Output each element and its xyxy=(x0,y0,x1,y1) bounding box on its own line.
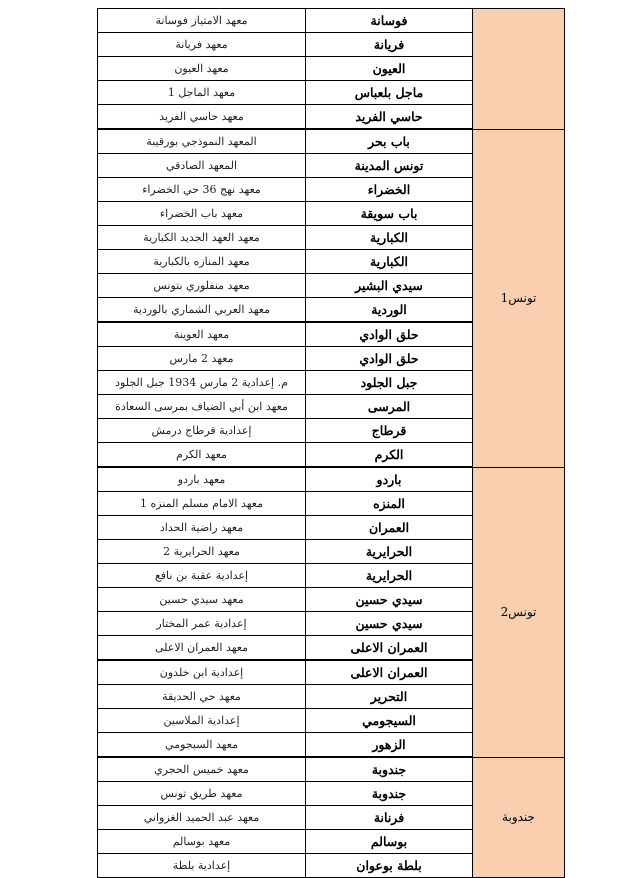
school-cell: معهد فريانة xyxy=(98,33,306,57)
school-cell: معهد نهج 36 حي الخضراء xyxy=(98,178,306,202)
city-cell: العيون xyxy=(306,57,473,81)
city-cell: الحرايرية xyxy=(306,540,473,564)
city-cell: حلق الوادي xyxy=(306,347,473,371)
region-cell xyxy=(473,9,565,130)
school-cell: معهد باردو xyxy=(98,467,306,492)
schools-table xyxy=(97,8,565,878)
school-cell: معهد الكرم xyxy=(98,443,306,468)
school-cell: معهد العوينة xyxy=(98,322,306,347)
city-cell: بوسالم xyxy=(306,830,473,854)
city-cell: السيجومي xyxy=(306,709,473,733)
city-cell: جندوبة xyxy=(306,757,473,782)
school-cell: معهد طريق تونس xyxy=(98,782,306,806)
city-cell: فوسانة xyxy=(306,9,473,33)
school-cell: إعدادية عقبة بن نافع xyxy=(98,564,306,588)
school-cell: معهد الامتياز فوسانة xyxy=(98,9,306,33)
city-cell: الخضراء xyxy=(306,178,473,202)
city-cell: العمران الاعلى xyxy=(306,660,473,685)
school-cell: معهد السيجومي xyxy=(98,733,306,758)
school-cell: معهد خميس الحجري xyxy=(98,757,306,782)
school-cell: المعهد النموذجي بورقيبة xyxy=(98,129,306,154)
city-cell: المرسى xyxy=(306,395,473,419)
school-cell: معهد باب الخضراء xyxy=(98,202,306,226)
school-cell: إعدادية قرطاج درمش xyxy=(98,419,306,443)
school-cell: معهد الامام مسلم المنزه 1 xyxy=(98,492,306,516)
city-cell: سيدي حسين xyxy=(306,612,473,636)
schools-table-body xyxy=(98,9,565,878)
city-cell: جندوبة xyxy=(306,782,473,806)
city-cell: سيدي حسين xyxy=(306,588,473,612)
city-cell: التحرير xyxy=(306,685,473,709)
school-cell: إعدادية عمر المختار xyxy=(98,612,306,636)
city-cell: ماجل بلعباس xyxy=(306,81,473,105)
school-cell: معهد راضية الحداد xyxy=(98,516,306,540)
city-cell: باب سويقة xyxy=(306,202,473,226)
school-cell: معهد 2 مارس xyxy=(98,347,306,371)
city-cell: الزهور xyxy=(306,733,473,758)
school-cell: معهد العمران الاعلى xyxy=(98,636,306,661)
city-cell: حلق الوادي xyxy=(306,322,473,347)
city-cell: قرطاج xyxy=(306,419,473,443)
city-cell: فرنانة xyxy=(306,806,473,830)
city-cell: العمران الاعلى xyxy=(306,636,473,661)
school-cell: معهد المنازه بالكبارية xyxy=(98,250,306,274)
school-cell: معهد الماجل 1 xyxy=(98,81,306,105)
school-cell: معهد عبد الحميد الغزواني xyxy=(98,806,306,830)
school-cell: معهد العيون xyxy=(98,57,306,81)
region-cell: تونس2 xyxy=(473,467,565,757)
city-cell: الكرم xyxy=(306,443,473,468)
school-cell: إعدادية ابن خلدون xyxy=(98,660,306,685)
city-cell: جبل الجلود xyxy=(306,371,473,395)
city-cell: فريانة xyxy=(306,33,473,57)
region-cell: تونس1 xyxy=(473,129,565,467)
city-cell: العمران xyxy=(306,516,473,540)
city-cell: المنزه xyxy=(306,492,473,516)
table-row xyxy=(98,467,565,492)
school-cell: معهد ابن أبي الضياف بمرسى السعادة xyxy=(98,395,306,419)
school-cell: معهد الحرايرية 2 xyxy=(98,540,306,564)
region-cell: جندوبة xyxy=(473,757,565,878)
school-cell: م. إعدادية 2 مارس 1934 جبل الجلود xyxy=(98,371,306,395)
school-cell: معهد سيدي حسين xyxy=(98,588,306,612)
school-cell: معهد العهد الجديد الكبارية xyxy=(98,226,306,250)
table-row xyxy=(98,129,565,154)
school-cell: إعدادية بلطة xyxy=(98,854,306,878)
school-cell: معهد منفلوري بتونس xyxy=(98,274,306,298)
city-cell: الكبارية xyxy=(306,226,473,250)
city-cell: الكبارية xyxy=(306,250,473,274)
city-cell: الحرايرية xyxy=(306,564,473,588)
city-cell: باب بحر xyxy=(306,129,473,154)
school-cell: المعهد الصادقي xyxy=(98,154,306,178)
city-cell: حاسي الفريد xyxy=(306,105,473,130)
school-cell: معهد حاسي الفريد xyxy=(98,105,306,130)
city-cell: الوردية xyxy=(306,298,473,323)
city-cell: باردو xyxy=(306,467,473,492)
school-cell: معهد حي الحديقة xyxy=(98,685,306,709)
school-cell: معهد العربي الشماري بالوردية xyxy=(98,298,306,323)
table-row xyxy=(98,757,565,782)
city-cell: بلطة بوعوان xyxy=(306,854,473,878)
city-cell: سيدي البشير xyxy=(306,274,473,298)
table-row xyxy=(98,9,565,33)
school-cell: معهد بوسالم xyxy=(98,830,306,854)
city-cell: تونس المدينة xyxy=(306,154,473,178)
school-cell: إعدادية الملاسين xyxy=(98,709,306,733)
